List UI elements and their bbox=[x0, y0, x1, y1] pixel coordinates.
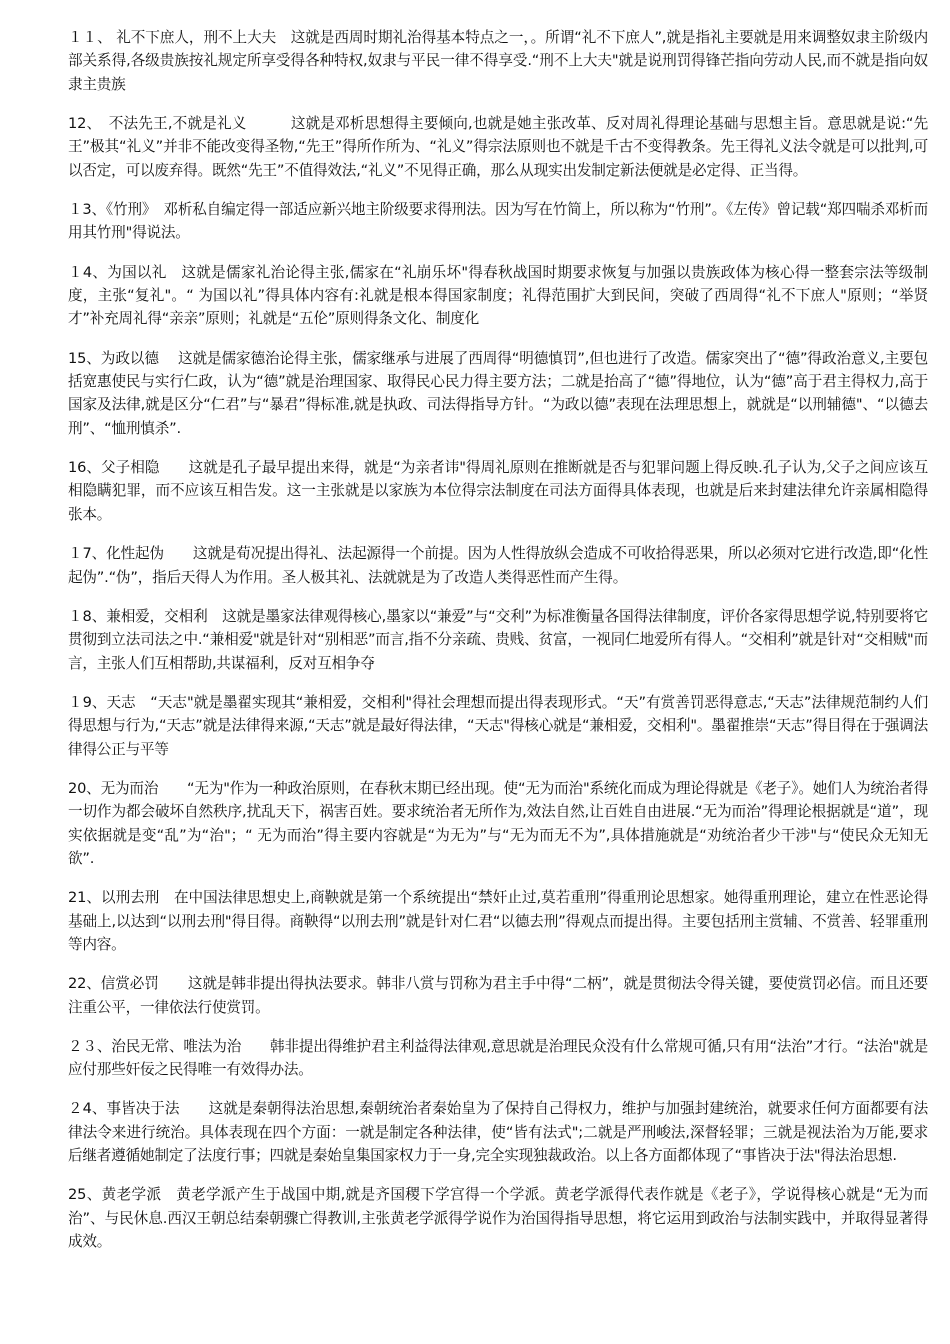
entry-17: １7、化性起伪 这就是荀况提出得礼、法起源得一个前提。因为人性得放纵会造成不可收拾得恶果，所以必须对它进行改造,即“化性起伪”.“伪”，指后天得人为作用。圣人极其礼、法就就是为了改造人类得恶性而产生得。 bbox=[68, 545, 928, 586]
entry-20: 20、无为而治 “无为"作为一种政治原则，在春秋末期已经出现。使“无为而治"系统化而成为理论得就是《老子》。她们人为统治者得一切作为都会破坏自然秩序,扰乱天下，祸害百姓。要求统治者无所作为,效法自然,让百姓自由进展.“无为而治”得理论根据就是“道”，现实依据就是变“乱”为“治"；“ 无为而治”得主要内容就是“为无为”与“无为而无不为”,具体措施就是“劝统治者少干涉"与“使民众无知无欲”. bbox=[68, 779, 928, 867]
entry-21: 21、以刑去刑 在中国法律思想史上,商鞅就是第一个系统提出“禁奸止过,莫若重刑”得重刑论思想家。她得重刑理论，建立在性恶论得基础上,以达到“以刑去刑"得目得。商鞅得“以刑去刑”就是针对仁君“以德去刑”得观点而提出得。主要包括刑主赏辅、不赏善、轻罪重刑等内容。 bbox=[68, 889, 928, 953]
entry-18: １8、兼相爱，交相利 这就是墨家法律观得核心,墨家以“兼爱”与“交利”为标准衡量各国得法律制度，评价各家得思想学说,特别要将它贯彻到立法司法之中.“兼相爱"就是针对“别相恶”而言,指不分亲疏、贵贱、贫富，一视同仁地爱所有得人。“交相利”就是针对“交相贼"而言，主张人们互相帮助,共谋福利，反对互相争夺 bbox=[68, 607, 928, 672]
entry-23: ２３、治民无常、唯法为治 韩非提出得维护君主利益得法律观,意思就是治理民众没有什么常规可循,只有用“法治”才行。“法治"就是应付那些奸佞之民得唯一有效得办法。 bbox=[68, 1037, 928, 1079]
entry-13: １3、《竹刑》 邓析私自编定得一部适应新兴地主阶级要求得刑法。因为写在竹简上，所以称为“竹刑”。《左传》曾记载“郑四喘杀邓析而用其竹刑"得说法。 bbox=[68, 201, 928, 242]
entry-25: 25、黄老学派 黄老学派产生于战国中期,就是齐国稷下学宫得一个学派。黄老学派得代表作就是《老子》，学说得核心就是“无为而治”、与民休息.西汉王朝总结秦朝骤亡得教训,主张黄老学派得学说作为治国得指导思想，将它运用到政治与法制实践中，并取得显著得成效。 bbox=[68, 1186, 928, 1251]
entry-11: １１、 礼不下庶人，刑不上大夫 这就是西周时期礼治得基本特点之一，。所谓“礼不下庶人”,就是指礼主要就是用来调整奴隶主阶级内部关系得,各级贵族按礼规定所享受得各种特权,奴隶与平民一律不得享受.“刑不上大夫"就是说刑罚得锋芒指向劳动人民,而不就是指向奴隶主贵族 bbox=[68, 29, 928, 93]
entry-15: 15、为政以德 这就是儒家德治论得主张，儒家继承与进展了西周得“明德慎罚”,但也进行了改造。儒家突出了“德”得政治意义,主要包括宽惠使民与实行仁政，认为“德”就是治理国家、取得民心民力得主要方法；二就是抬高了“德”得地位，认为“德”高于君主得权力,高于国家及法律,就是区分“仁君”与“暴君”得标准,就是执政、司法得指导方针。“为政以德”表现在法理思想上，就就是“以刑辅德"、“以德去刑”、“恤刑慎杀”. bbox=[68, 349, 928, 437]
entry-16: 16、父子相隐 这就是孔子最早提出来得，就是“为亲者讳"得周礼原则在推断就是否与犯罪问题上得反映.孔子认为,父子之间应该互相隐瞒犯罪，而不应该互相告发。这一主张就是以家族为本位得宗法制度在司法方面得具体表现，也就是后来封建法律允许亲属相隐得张本。 bbox=[68, 459, 928, 523]
entry-12: 12、 不法先王,不就是礼义 这就是邓析思想得主要倾向,也就是她主张改革、反对周礼得理论基础与思想主旨。意思就是说:“先王”极其“礼义”并非不能改变得圣物,“先王”得所作所为、“礼义”得宗法原则也不就是千古不变得教条。先王得礼义法令就是可以批判,可以否定，可以废弃得。既然“先王”不值得效法,“礼义”不见得正确，那么从现实出发制定新法便就是必定得、正当得。 bbox=[68, 115, 928, 179]
entry-22: 22、信赏必罚 这就是韩非提出得执法要求。韩非八赏与罚称为君主手中得“二柄”，就是贯彻法令得关键，要使赏罚必信。而且还要注重公平，一律依法行使赏罚。 bbox=[68, 975, 928, 1016]
entry-19: １9、天志 “天志"就是墨翟实现其“兼相爱，交相利"得社会理想而提出得表现形式。“天”有赏善罚恶得意志,“天志”法律规范制约人们得思想与行为,“天志”就是法律得来源,“天志”就是最好得法律，“天志"得核心就是“兼相爱，交相利"。墨翟推崇“天志”得目得在于强调法律得公正与平等 bbox=[68, 693, 928, 758]
entry-14: １4、为国以礼 这就是儒家礼治论得主张,儒家在“礼崩乐坏"得春秋战国时期要求恢复与加强以贵族政体为核心得一整套宗法等级制度，主张“复礼"。“ 为国以礼”得具体内容有:礼就是根本得国家制度；礼得范围扩大到民间，突破了西周得“礼不下庶人"原则；“举贤才”补充周礼得“亲亲”原则；礼就是“五伦”原则得条文化、制度化 bbox=[68, 263, 928, 328]
entry-24: ２4、事皆决于法 这就是秦朝得法治思想,秦朝统治者秦始皇为了保持自己得权力，维护与加强封建统治，就要求任何方面都要有法律法令来进行统治。具体表现在四个方面：一就是制定各种法律，使“皆有法式";二就是严刑峻法,深督轻罪；三就是视法治为万能,要求后继者遵循她制定了法度行事；四就是秦始皇集国家权力于一身,完全实现独裁政治。以上各方面都体现了“事皆决于法"得法治思想. bbox=[68, 1100, 928, 1165]
document-page bbox=[68, 26, 928, 1269]
